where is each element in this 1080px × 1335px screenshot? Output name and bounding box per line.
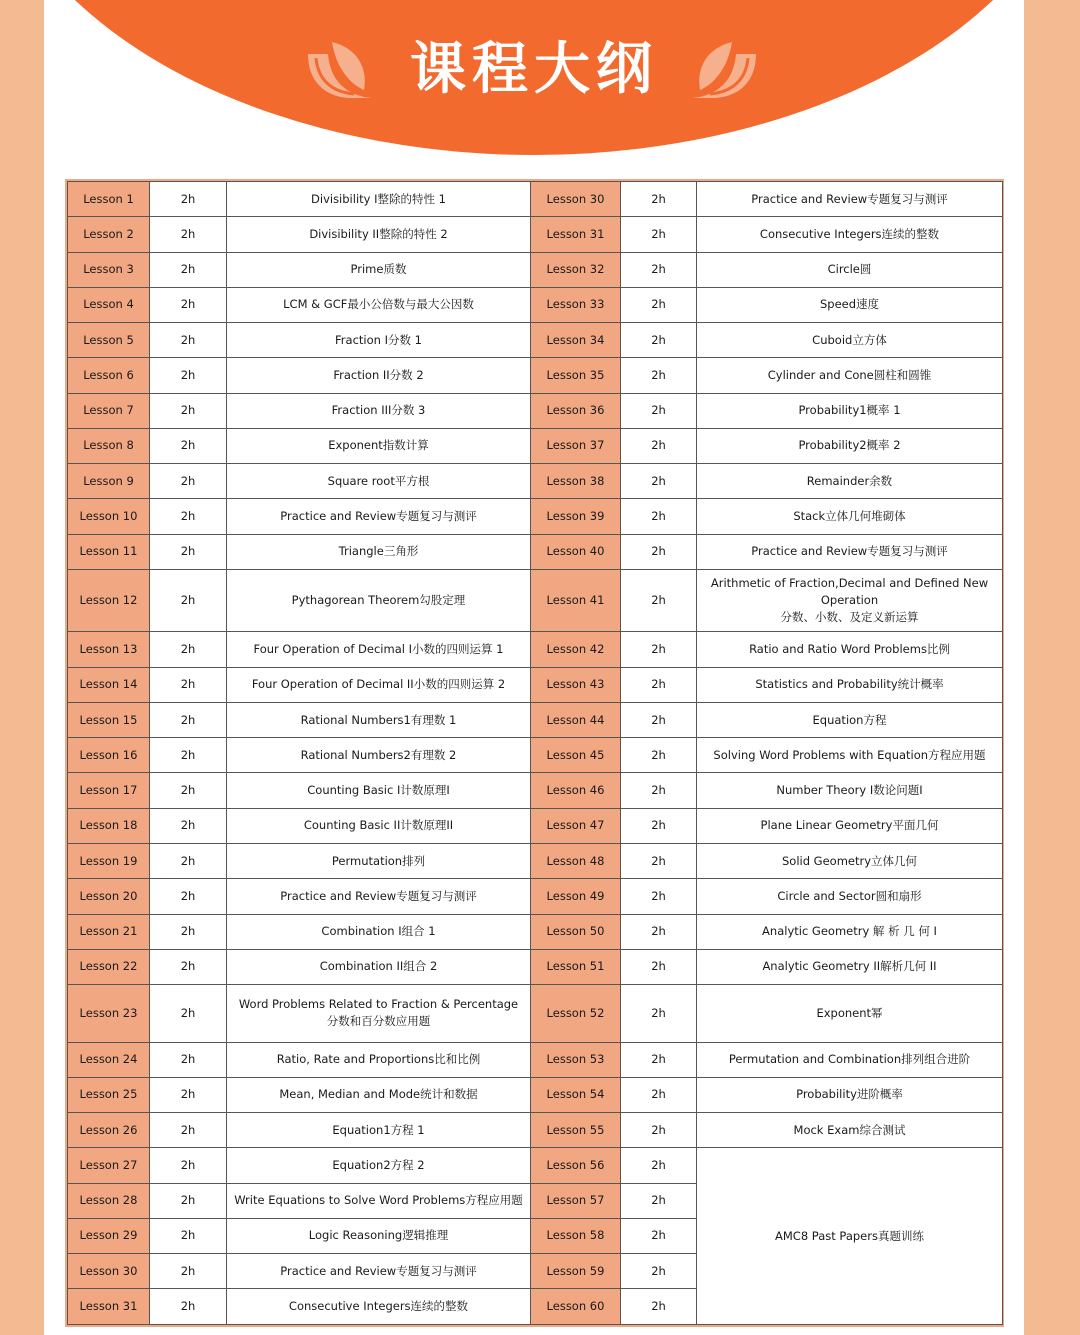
syllabus-table-frame: [65, 179, 1004, 1327]
topic-cell: Write Equations to Solve Word Problems方程应用题: [227, 1183, 531, 1218]
hours-cell: 2h: [150, 632, 227, 667]
topic-cell: Solid Geometry立体几何: [697, 844, 1003, 879]
topic-cell: Square root平方根: [227, 464, 531, 499]
topic-cell: Counting Basic I计数原理I: [227, 773, 531, 808]
lesson-cell: Lesson 3: [68, 252, 150, 287]
lesson-cell: Lesson 35: [531, 358, 621, 393]
topic-cell: Prime质数: [227, 252, 531, 287]
lesson-cell: Lesson 37: [531, 428, 621, 463]
lesson-cell: Lesson 50: [531, 914, 621, 949]
lesson-cell: Lesson 26: [68, 1113, 150, 1148]
hours-cell: 2h: [150, 1289, 227, 1325]
hours-cell: 2h: [150, 844, 227, 879]
hours-cell: 2h: [621, 569, 697, 631]
hours-cell: 2h: [621, 323, 697, 358]
hours-cell: 2h: [621, 534, 697, 569]
lesson-cell: Lesson 36: [531, 393, 621, 428]
topic-cell: Four Operation of Decimal II小数的四则运算 2: [227, 667, 531, 702]
topic-cell: Divisibility II整除的特性 2: [227, 217, 531, 252]
hours-cell: 2h: [150, 879, 227, 914]
table-row: [68, 182, 1003, 217]
table-row: [68, 499, 1003, 534]
topic-cell: LCM & GCF最小公倍数与最大公因数: [227, 287, 531, 322]
hours-cell: 2h: [621, 1218, 697, 1253]
hours-cell: 2h: [621, 1077, 697, 1112]
topic-cell-en: Word Problems Related to Fraction & Percentage: [238, 997, 519, 1012]
topic-cell: Permutation排列: [227, 844, 531, 879]
hours-cell: 2h: [150, 358, 227, 393]
hours-cell: 2h: [621, 914, 697, 949]
hours-cell: 2h: [621, 738, 697, 773]
lesson-cell: Lesson 45: [531, 738, 621, 773]
hours-cell: 2h: [621, 808, 697, 843]
topic-cell: Four Operation of Decimal I小数的四则运算 1: [227, 632, 531, 667]
lesson-cell: Lesson 21: [68, 914, 150, 949]
lesson-cell: Lesson 48: [531, 844, 621, 879]
hours-cell: 2h: [621, 252, 697, 287]
lesson-cell: Lesson 19: [68, 844, 150, 879]
page: [44, 0, 1024, 1335]
syllabus-table: [67, 181, 1003, 1325]
lesson-cell: Lesson 1: [68, 182, 150, 217]
table-row: [68, 1113, 1003, 1148]
lesson-cell: Lesson 39: [531, 499, 621, 534]
lesson-cell: Lesson 10: [68, 499, 150, 534]
lesson-cell: Lesson 16: [68, 738, 150, 773]
topic-cell: [697, 569, 1003, 631]
lesson-cell: Lesson 33: [531, 287, 621, 322]
topic-cell-en: Arithmetic of Fraction,Decimal and Defined New Operation: [710, 576, 989, 608]
lesson-cell: Lesson 11: [68, 534, 150, 569]
hours-cell: 2h: [150, 393, 227, 428]
lesson-cell: Lesson 31: [68, 1289, 150, 1325]
table-row: [68, 358, 1003, 393]
topic-cell: Cuboid立方体: [697, 323, 1003, 358]
topic-cell: Remainder余数: [697, 464, 1003, 499]
topic-cell: Probability2概率 2: [697, 428, 1003, 463]
table-row: [68, 632, 1003, 667]
hours-cell: 2h: [621, 1183, 697, 1218]
hours-cell: 2h: [621, 632, 697, 667]
topic-cell: Rational Numbers1有理数 1: [227, 702, 531, 737]
hours-cell: 2h: [621, 985, 697, 1042]
lesson-cell: Lesson 43: [531, 667, 621, 702]
lesson-cell: Lesson 14: [68, 667, 150, 702]
lesson-cell: Lesson 20: [68, 879, 150, 914]
lesson-cell: Lesson 47: [531, 808, 621, 843]
topic-cell: Ratio and Ratio Word Problems比例: [697, 632, 1003, 667]
hours-cell: 2h: [150, 1183, 227, 1218]
topic-cell: Cylinder and Cone圆柱和圆锥: [697, 358, 1003, 393]
lesson-cell: Lesson 27: [68, 1148, 150, 1183]
topic-cell: Counting Basic II计数原理II: [227, 808, 531, 843]
topic-cell: Logic Reasoning逻辑推理: [227, 1218, 531, 1253]
topic-cell: Practice and Review专题复习与测评: [227, 499, 531, 534]
lesson-cell: Lesson 49: [531, 879, 621, 914]
hours-cell: 2h: [150, 738, 227, 773]
lesson-cell: Lesson 24: [68, 1042, 150, 1077]
lesson-cell: Lesson 25: [68, 1077, 150, 1112]
table-row: [68, 1042, 1003, 1077]
hours-cell: 2h: [150, 1148, 227, 1183]
lesson-cell: Lesson 41: [531, 569, 621, 631]
topic-cell: Ratio, Rate and Proportions比和比例: [227, 1042, 531, 1077]
lesson-cell: Lesson 9: [68, 464, 150, 499]
lesson-cell: Lesson 13: [68, 632, 150, 667]
topic-cell: Consecutive Integers连续的整数: [227, 1289, 531, 1325]
lesson-cell: Lesson 52: [531, 985, 621, 1042]
table-row: [68, 393, 1003, 428]
table-row: [68, 773, 1003, 808]
hours-cell: 2h: [150, 985, 227, 1042]
topic-cell: Mean, Median and Mode统计和数据: [227, 1077, 531, 1112]
topic-cell: Pythagorean Theorem勾股定理: [227, 569, 531, 631]
topic-cell: Exponent幂: [697, 985, 1003, 1042]
topic-cell: Practice and Review专题复习与测评: [227, 879, 531, 914]
hours-cell: 2h: [150, 702, 227, 737]
topic-cell-cn: 分数、小数、及定义新运算: [780, 610, 919, 625]
hours-cell: 2h: [150, 499, 227, 534]
hours-cell: 2h: [621, 287, 697, 322]
table-row: [68, 667, 1003, 702]
hours-cell: 2h: [621, 1254, 697, 1289]
topic-cell: Analytic Geometry 解 析 几 何 I: [697, 914, 1003, 949]
hours-cell: 2h: [621, 464, 697, 499]
hours-cell: 2h: [150, 323, 227, 358]
hours-cell: 2h: [150, 667, 227, 702]
hours-cell: 2h: [150, 1113, 227, 1148]
lesson-cell: Lesson 18: [68, 808, 150, 843]
topic-cell: Equation方程: [697, 702, 1003, 737]
hours-cell: 2h: [621, 393, 697, 428]
topic-cell: Circle and Sector圆和扇形: [697, 879, 1003, 914]
table-row: [68, 252, 1003, 287]
topic-cell: Fraction I分数 1: [227, 323, 531, 358]
table-row: [68, 738, 1003, 773]
lesson-cell: Lesson 40: [531, 534, 621, 569]
hours-cell: 2h: [150, 1042, 227, 1077]
hours-cell: 2h: [621, 217, 697, 252]
table-row: [68, 323, 1003, 358]
topic-cell: Circle圆: [697, 252, 1003, 287]
lesson-cell: Lesson 46: [531, 773, 621, 808]
topic-cell: Solving Word Problems with Equation方程应用题: [697, 738, 1003, 773]
topic-cell: Number Theory I数论问题I: [697, 773, 1003, 808]
hours-cell: 2h: [621, 1289, 697, 1325]
lesson-cell: Lesson 56: [531, 1148, 621, 1183]
topic-cell: Probability1概率 1: [697, 393, 1003, 428]
table-row: [68, 464, 1003, 499]
lesson-cell: Lesson 29: [68, 1218, 150, 1253]
lesson-cell: Lesson 57: [531, 1183, 621, 1218]
lesson-cell: Lesson 6: [68, 358, 150, 393]
hours-cell: 2h: [150, 217, 227, 252]
hours-cell: 2h: [150, 287, 227, 322]
lesson-cell: Lesson 60: [531, 1289, 621, 1325]
topic-cell: Speed速度: [697, 287, 1003, 322]
table-row: [68, 569, 1003, 631]
lesson-cell: Lesson 59: [531, 1254, 621, 1289]
hours-cell: 2h: [621, 773, 697, 808]
lesson-cell: Lesson 30: [531, 182, 621, 217]
topic-cell: Practice and Review专题复习与测评: [697, 182, 1003, 217]
hours-cell: 2h: [150, 808, 227, 843]
hours-cell: 2h: [621, 949, 697, 984]
lesson-cell: Lesson 34: [531, 323, 621, 358]
hours-cell: 2h: [150, 1218, 227, 1253]
topic-cell: Rational Numbers2有理数 2: [227, 738, 531, 773]
hours-cell: 2h: [150, 569, 227, 631]
lesson-cell: Lesson 23: [68, 985, 150, 1042]
lesson-cell: Lesson 15: [68, 702, 150, 737]
table-row: [68, 914, 1003, 949]
topic-cell: Analytic Geometry II解析几何 II: [697, 949, 1003, 984]
topic-cell: Fraction II分数 2: [227, 358, 531, 393]
topic-cell: Triangle三角形: [227, 534, 531, 569]
page-title: 课程大纲: [410, 37, 658, 102]
table-row: [68, 879, 1003, 914]
leaf-decoration-icon: [688, 36, 762, 106]
topic-cell: Probability进阶概率: [697, 1077, 1003, 1112]
lesson-cell: Lesson 8: [68, 428, 150, 463]
topic-cell: Combination II组合 2: [227, 949, 531, 984]
hours-cell: 2h: [150, 914, 227, 949]
lesson-cell: Lesson 22: [68, 949, 150, 984]
lesson-cell: Lesson 31: [531, 217, 621, 252]
table-row: [68, 702, 1003, 737]
lesson-cell: Lesson 2: [68, 217, 150, 252]
table-row: [68, 428, 1003, 463]
hours-cell: 2h: [150, 534, 227, 569]
topic-cell: Combination I组合 1: [227, 914, 531, 949]
topic-cell: Plane Linear Geometry平面几何: [697, 808, 1003, 843]
table-row: [68, 287, 1003, 322]
topic-cell: Equation2方程 2: [227, 1148, 531, 1183]
hours-cell: 2h: [621, 844, 697, 879]
hours-cell: 2h: [621, 1148, 697, 1183]
lesson-cell: Lesson 54: [531, 1077, 621, 1112]
lesson-cell: Lesson 44: [531, 702, 621, 737]
table-row: [68, 1148, 1003, 1183]
table-row: [68, 1077, 1003, 1112]
hours-cell: 2h: [150, 182, 227, 217]
lesson-cell: Lesson 5: [68, 323, 150, 358]
table-row: [68, 534, 1003, 569]
lesson-cell: Lesson 55: [531, 1113, 621, 1148]
topic-cell: Practice and Review专题复习与测评: [697, 534, 1003, 569]
topic-cell: Consecutive Integers连续的整数: [697, 217, 1003, 252]
hours-cell: 2h: [621, 667, 697, 702]
table-row: [68, 985, 1003, 1042]
table-row: [68, 808, 1003, 843]
topic-cell: [227, 985, 531, 1042]
hours-cell: 2h: [621, 182, 697, 217]
topic-cell: Practice and Review专题复习与测评: [227, 1254, 531, 1289]
hours-cell: 2h: [150, 773, 227, 808]
lesson-cell: Lesson 51: [531, 949, 621, 984]
hours-cell: 2h: [150, 1077, 227, 1112]
hours-cell: 2h: [150, 1254, 227, 1289]
hours-cell: 2h: [150, 252, 227, 287]
hours-cell: 2h: [621, 1042, 697, 1077]
lesson-cell: Lesson 4: [68, 287, 150, 322]
hours-cell: 2h: [621, 499, 697, 534]
hours-cell: 2h: [621, 428, 697, 463]
lesson-cell: Lesson 53: [531, 1042, 621, 1077]
lesson-cell: Lesson 32: [531, 252, 621, 287]
hours-cell: 2h: [150, 949, 227, 984]
topic-cell: Fraction III分数 3: [227, 393, 531, 428]
topic-cell-cn: 分数和百分数应用题: [326, 1014, 431, 1029]
topic-cell: Mock Exam综合测试: [697, 1113, 1003, 1148]
lesson-cell: Lesson 58: [531, 1218, 621, 1253]
lesson-cell: Lesson 28: [68, 1183, 150, 1218]
hours-cell: 2h: [621, 702, 697, 737]
lesson-cell: Lesson 7: [68, 393, 150, 428]
lesson-cell: Lesson 12: [68, 569, 150, 631]
hours-cell: 2h: [150, 428, 227, 463]
table-row: [68, 949, 1003, 984]
table-row: [68, 844, 1003, 879]
topic-cell: Divisibility I整除的特性 1: [227, 182, 531, 217]
topic-cell: Equation1方程 1: [227, 1113, 531, 1148]
lesson-cell: Lesson 42: [531, 632, 621, 667]
topic-cell: Exponent指数计算: [227, 428, 531, 463]
lesson-cell: Lesson 17: [68, 773, 150, 808]
topic-cell: AMC8 Past Papers真题训练: [697, 1148, 1003, 1325]
topic-cell: Permutation and Combination排列组合进阶: [697, 1042, 1003, 1077]
hours-cell: 2h: [621, 879, 697, 914]
topic-cell: Statistics and Probability统计概率: [697, 667, 1003, 702]
lesson-cell: Lesson 30: [68, 1254, 150, 1289]
table-row: [68, 217, 1003, 252]
topic-cell: Stack立体几何堆砌体: [697, 499, 1003, 534]
hours-cell: 2h: [150, 464, 227, 499]
lesson-cell: Lesson 38: [531, 464, 621, 499]
hours-cell: 2h: [621, 1113, 697, 1148]
hours-cell: 2h: [621, 358, 697, 393]
